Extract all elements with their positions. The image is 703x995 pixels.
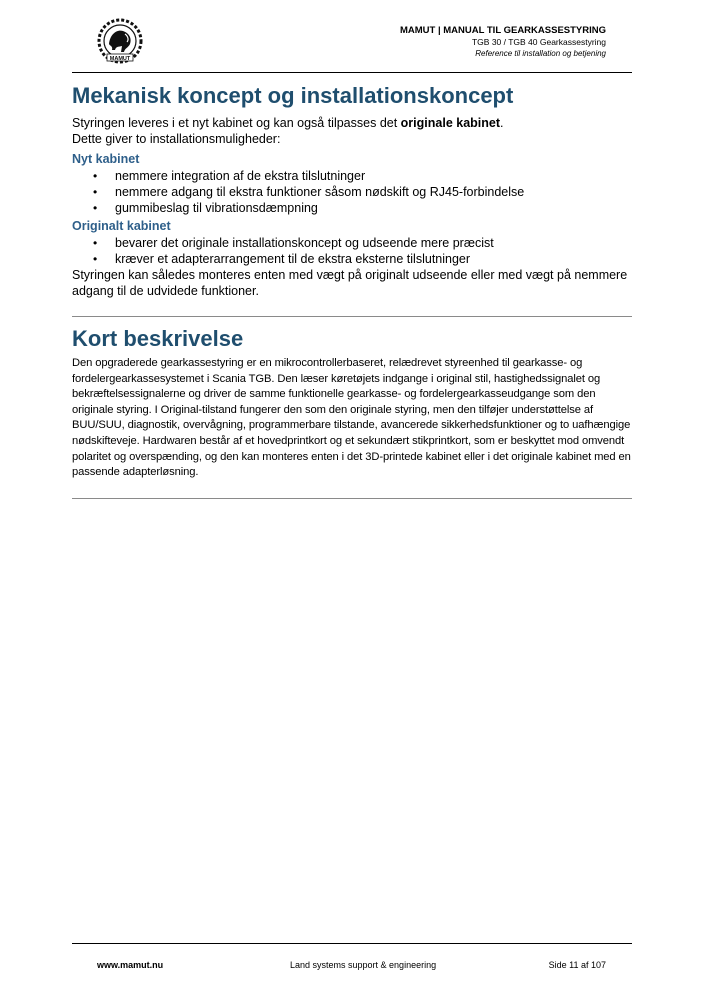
logo-text: MAMUT <box>109 55 131 62</box>
outro-paragraph: Styringen kan således monteres enten med vægt på originalt udseende eller med vægt på nemmere adgang til de udvidede funktioner. <box>72 268 628 298</box>
header-subtitle-italic: Reference til installation og betjening <box>475 49 606 58</box>
subheading-new-cabinet: Nyt kabinet <box>72 152 140 166</box>
list-original-cabinet <box>72 235 632 267</box>
intro-bold-text: originale kabinet <box>400 116 501 130</box>
section-divider <box>72 498 632 499</box>
list-item: • bevarer det originale installationskoncept og udseende mere præcist <box>115 235 632 251</box>
intro-text-end: . <box>500 116 504 130</box>
list-item: • nemmere adgang til ekstra funktioner såsom nødskift og RJ45-forbindelse <box>115 184 632 200</box>
header-subtitle: TGB 30 / TGB 40 Gearkassestyring <box>471 37 606 47</box>
header-divider <box>72 72 632 73</box>
intro-paragraph-2: Dette giver to installationsmuligheder: <box>72 132 281 146</box>
description-paragraph: Den opgraderede gearkassestyring er en mikrocontrollerbaseret, relædrevet styreenhed til gearkasse- og fordelergearkassesystemet i Scania TGB. Den læser køretøjets indgange i original stil, hastighedssignalet og bekræftelsessignalerne og driver de samme funktionelle gearkasse- og fordelergearkasseudgange som den originale styring. I Original-tilstand fungerer den som den originale styring, men den tilføjer understøttelse af BUU/SUU, diagnostik, overvågning, programmerbare tilstande, avancerede sikkerhedsfunktioner og to uafhængige nødskifteveje. Hardwaren består af et hovedprintkort og et sekundært stikprintkort, som er beskyttet mod omvendt polaritet og overspænding, og den kan monteres enten i det 3D-printede kabinet eller i det originale kabinet med en passende adapterløsning. <box>72 357 631 479</box>
mamut-logo <box>95 18 145 64</box>
footer-tagline: Land systems support & engineering <box>290 960 437 970</box>
subheading-original-cabinet: Originalt kabinet <box>72 219 171 233</box>
section-heading-description: Kort beskrivelse <box>72 326 244 351</box>
intro-paragraph <box>72 115 632 131</box>
footer-divider <box>72 943 632 944</box>
list-new-cabinet <box>72 168 632 216</box>
section-divider <box>72 316 632 317</box>
list-item: • gummibeslag til vibrationsdæmpning <box>115 200 632 216</box>
section-heading-mechanical: Mekanisk koncept og installationskoncept <box>72 83 514 108</box>
intro-text: Styringen leveres i et nyt kabinet og kan også tilpasses det <box>72 116 401 130</box>
header-title: MAMUT | MANUAL TIL GEARKASSESTYRING <box>399 25 606 36</box>
footer-page-number: Side 11 af 107 <box>548 960 606 970</box>
list-item: • nemmere integration af de ekstra tilslutninger <box>115 168 632 184</box>
list-item: • kræver et adapterarrangement til de ekstra eksterne tilslutninger <box>115 251 632 267</box>
main-content <box>72 80 632 499</box>
footer-website: www.mamut.nu <box>97 960 164 970</box>
page-header <box>400 25 606 59</box>
